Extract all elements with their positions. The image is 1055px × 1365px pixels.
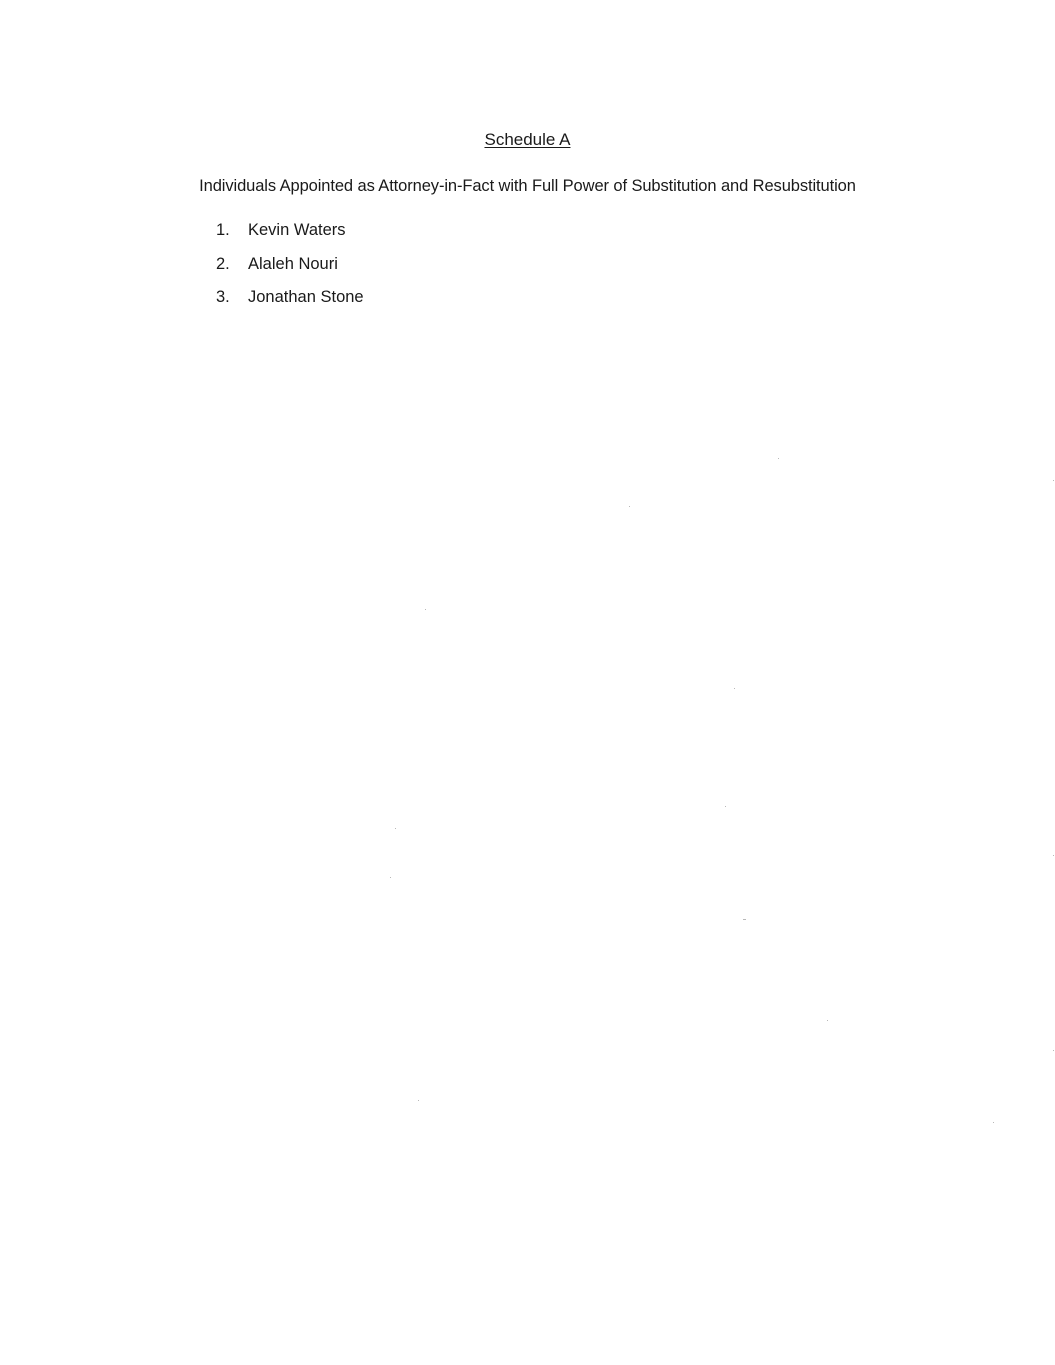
- scan-speck: [778, 458, 779, 459]
- scan-speck: [1053, 1050, 1054, 1051]
- schedule-title-text: Schedule A: [484, 130, 571, 149]
- scan-speck: [827, 1020, 828, 1021]
- scan-speck: [734, 688, 735, 689]
- list-item: [216, 253, 364, 287]
- list-item-number: 1.: [216, 221, 230, 239]
- list-item-name: Alaleh Nouri: [248, 254, 338, 273]
- list-item: [216, 286, 364, 320]
- scan-speck: [1053, 855, 1054, 856]
- list-item-name: Jonathan Stone: [248, 288, 364, 306]
- list-item-name: Kevin Waters: [248, 221, 346, 239]
- list-item: [216, 219, 364, 253]
- scan-speck: [390, 877, 391, 878]
- schedule-subtitle: Individuals Appointed as Attorney-in-Fact with Full Power of Substitution and Resubstitution: [199, 177, 856, 195]
- schedule-title: [0, 129, 1055, 151]
- scan-speck: [993, 1122, 994, 1123]
- scan-speck: [1053, 480, 1054, 481]
- list-item-number: 3.: [216, 288, 230, 306]
- scan-speck: [425, 609, 426, 610]
- scan-speck: [743, 919, 746, 920]
- list-item-number: 2.: [216, 254, 230, 273]
- scan-speck: [725, 806, 726, 807]
- scan-speck: [629, 506, 630, 507]
- scan-speck: [395, 828, 396, 829]
- scan-speck: [418, 1100, 419, 1101]
- attorney-list: [216, 219, 364, 320]
